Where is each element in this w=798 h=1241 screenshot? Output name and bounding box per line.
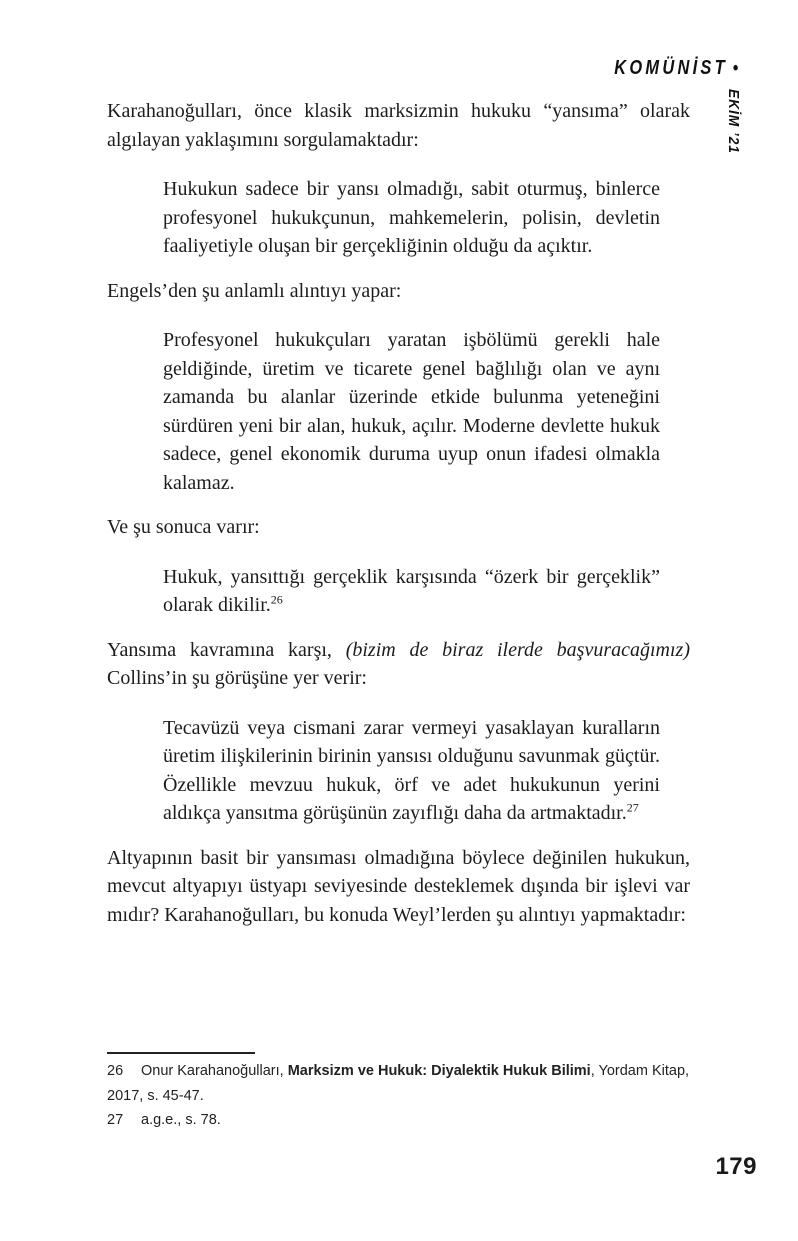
footnote-book-title: Marksizm ve Hukuk: Diyalektik Hukuk Bilimi: [287, 1063, 591, 1079]
block-quote: [163, 175, 660, 261]
footnotes-section: [107, 1052, 695, 1133]
paragraph: [107, 513, 690, 542]
footnote-text: a.g.e., s. 78.: [141, 1112, 221, 1128]
block-quote: [163, 326, 660, 497]
paragraph-text: Engels’den şu anlamlı alıntıyı yapar:: [107, 279, 402, 302]
block-quote: [163, 714, 660, 828]
quote-text: Hukuk, yansıttığı gerçeklik karşısında “özerk bir gerçeklik” olarak dikilir.: [163, 565, 660, 616]
header-bullet-icon: •: [732, 58, 738, 79]
quote-text: Profesyonel hukukçuları yaratan işbölümü gerekli hale geldiğinde, üretim ve ticarete genel bağlılığı olan ve aynı zamanda bu alanlar üzerinde etkide bulunma yeteneğini sürdüren yeni bir alan, hukuk, açılır. Moderne devlette hukuk sadece, genel ekonomik duruma uyup onun ifadesi olmakla kalamaz.: [163, 329, 660, 494]
paragraph-text: Collins’in şu görüşüne yer verir:: [107, 667, 367, 689]
footnote: [107, 1059, 695, 1108]
footnote-number: 27: [107, 1112, 124, 1128]
page-content: [107, 97, 690, 929]
paragraph-text: Yansıma kavramına karşı,: [107, 638, 346, 661]
paragraph-italic-text: (bizim de biraz ilerde başvuracağımız): [345, 638, 690, 661]
footnote-reference: 26: [270, 592, 283, 607]
paragraph: [107, 844, 690, 930]
paragraph-text: Altyapının basit bir yansıması olmadığına böylece değinilen hukukun, mevcut altyapıyı üstyapı seviyesinde desteklemek dışında bir işlevi var mıdır? Karahanoğulları, bu konuda Weyl’lerden şu alıntıyı yapmaktadır:: [107, 846, 690, 926]
journal-title: KOMÜNİST: [613, 57, 728, 79]
quote-text: Tecavüzü veya cismani zarar vermeyi yasaklayan kuralların üretim ilişkilerinin birinin yansısı olduğunu savunmak güçtür. Özellikle mevzuu hukuk, örf ve adet hukukunun yerini aldıkça yansıtma görüşünün zayıflığı daha da artmaktadır.: [163, 716, 660, 824]
footnote-text: Onur Karahanoğulları,: [141, 1063, 288, 1079]
issue-label: EKİM ’21: [725, 89, 742, 154]
paragraph-text: Karahanoğulları, önce klasik marksizmin hukuku “yansıma” olarak algılayan yaklaşımını sorgulamaktadır:: [107, 100, 690, 151]
paragraph-text: Ve şu sonuca varır:: [107, 516, 260, 538]
footnote-number: 26: [107, 1063, 124, 1079]
page-number: 179: [715, 1153, 757, 1180]
footnote-text: , Yordam Kitap, 2017, s. 45-47.: [107, 1063, 690, 1104]
paragraph: [107, 97, 690, 154]
paragraph: [107, 636, 690, 693]
quote-text: Hukukun sadece bir yansı olmadığı, sabit oturmuş, binlerce profesyonel hukukçunun, mahkemelerin, polisin, devletin faaliyetiyle oluşan bir gerçekliğinin olduğu da açıktır.: [163, 178, 660, 257]
page-header: [614, 57, 738, 80]
paragraph: [107, 277, 690, 306]
footnote: [107, 1108, 695, 1133]
footnote-reference: 27: [626, 800, 639, 815]
block-quote: [163, 563, 660, 620]
footnote-separator: [107, 1052, 255, 1054]
